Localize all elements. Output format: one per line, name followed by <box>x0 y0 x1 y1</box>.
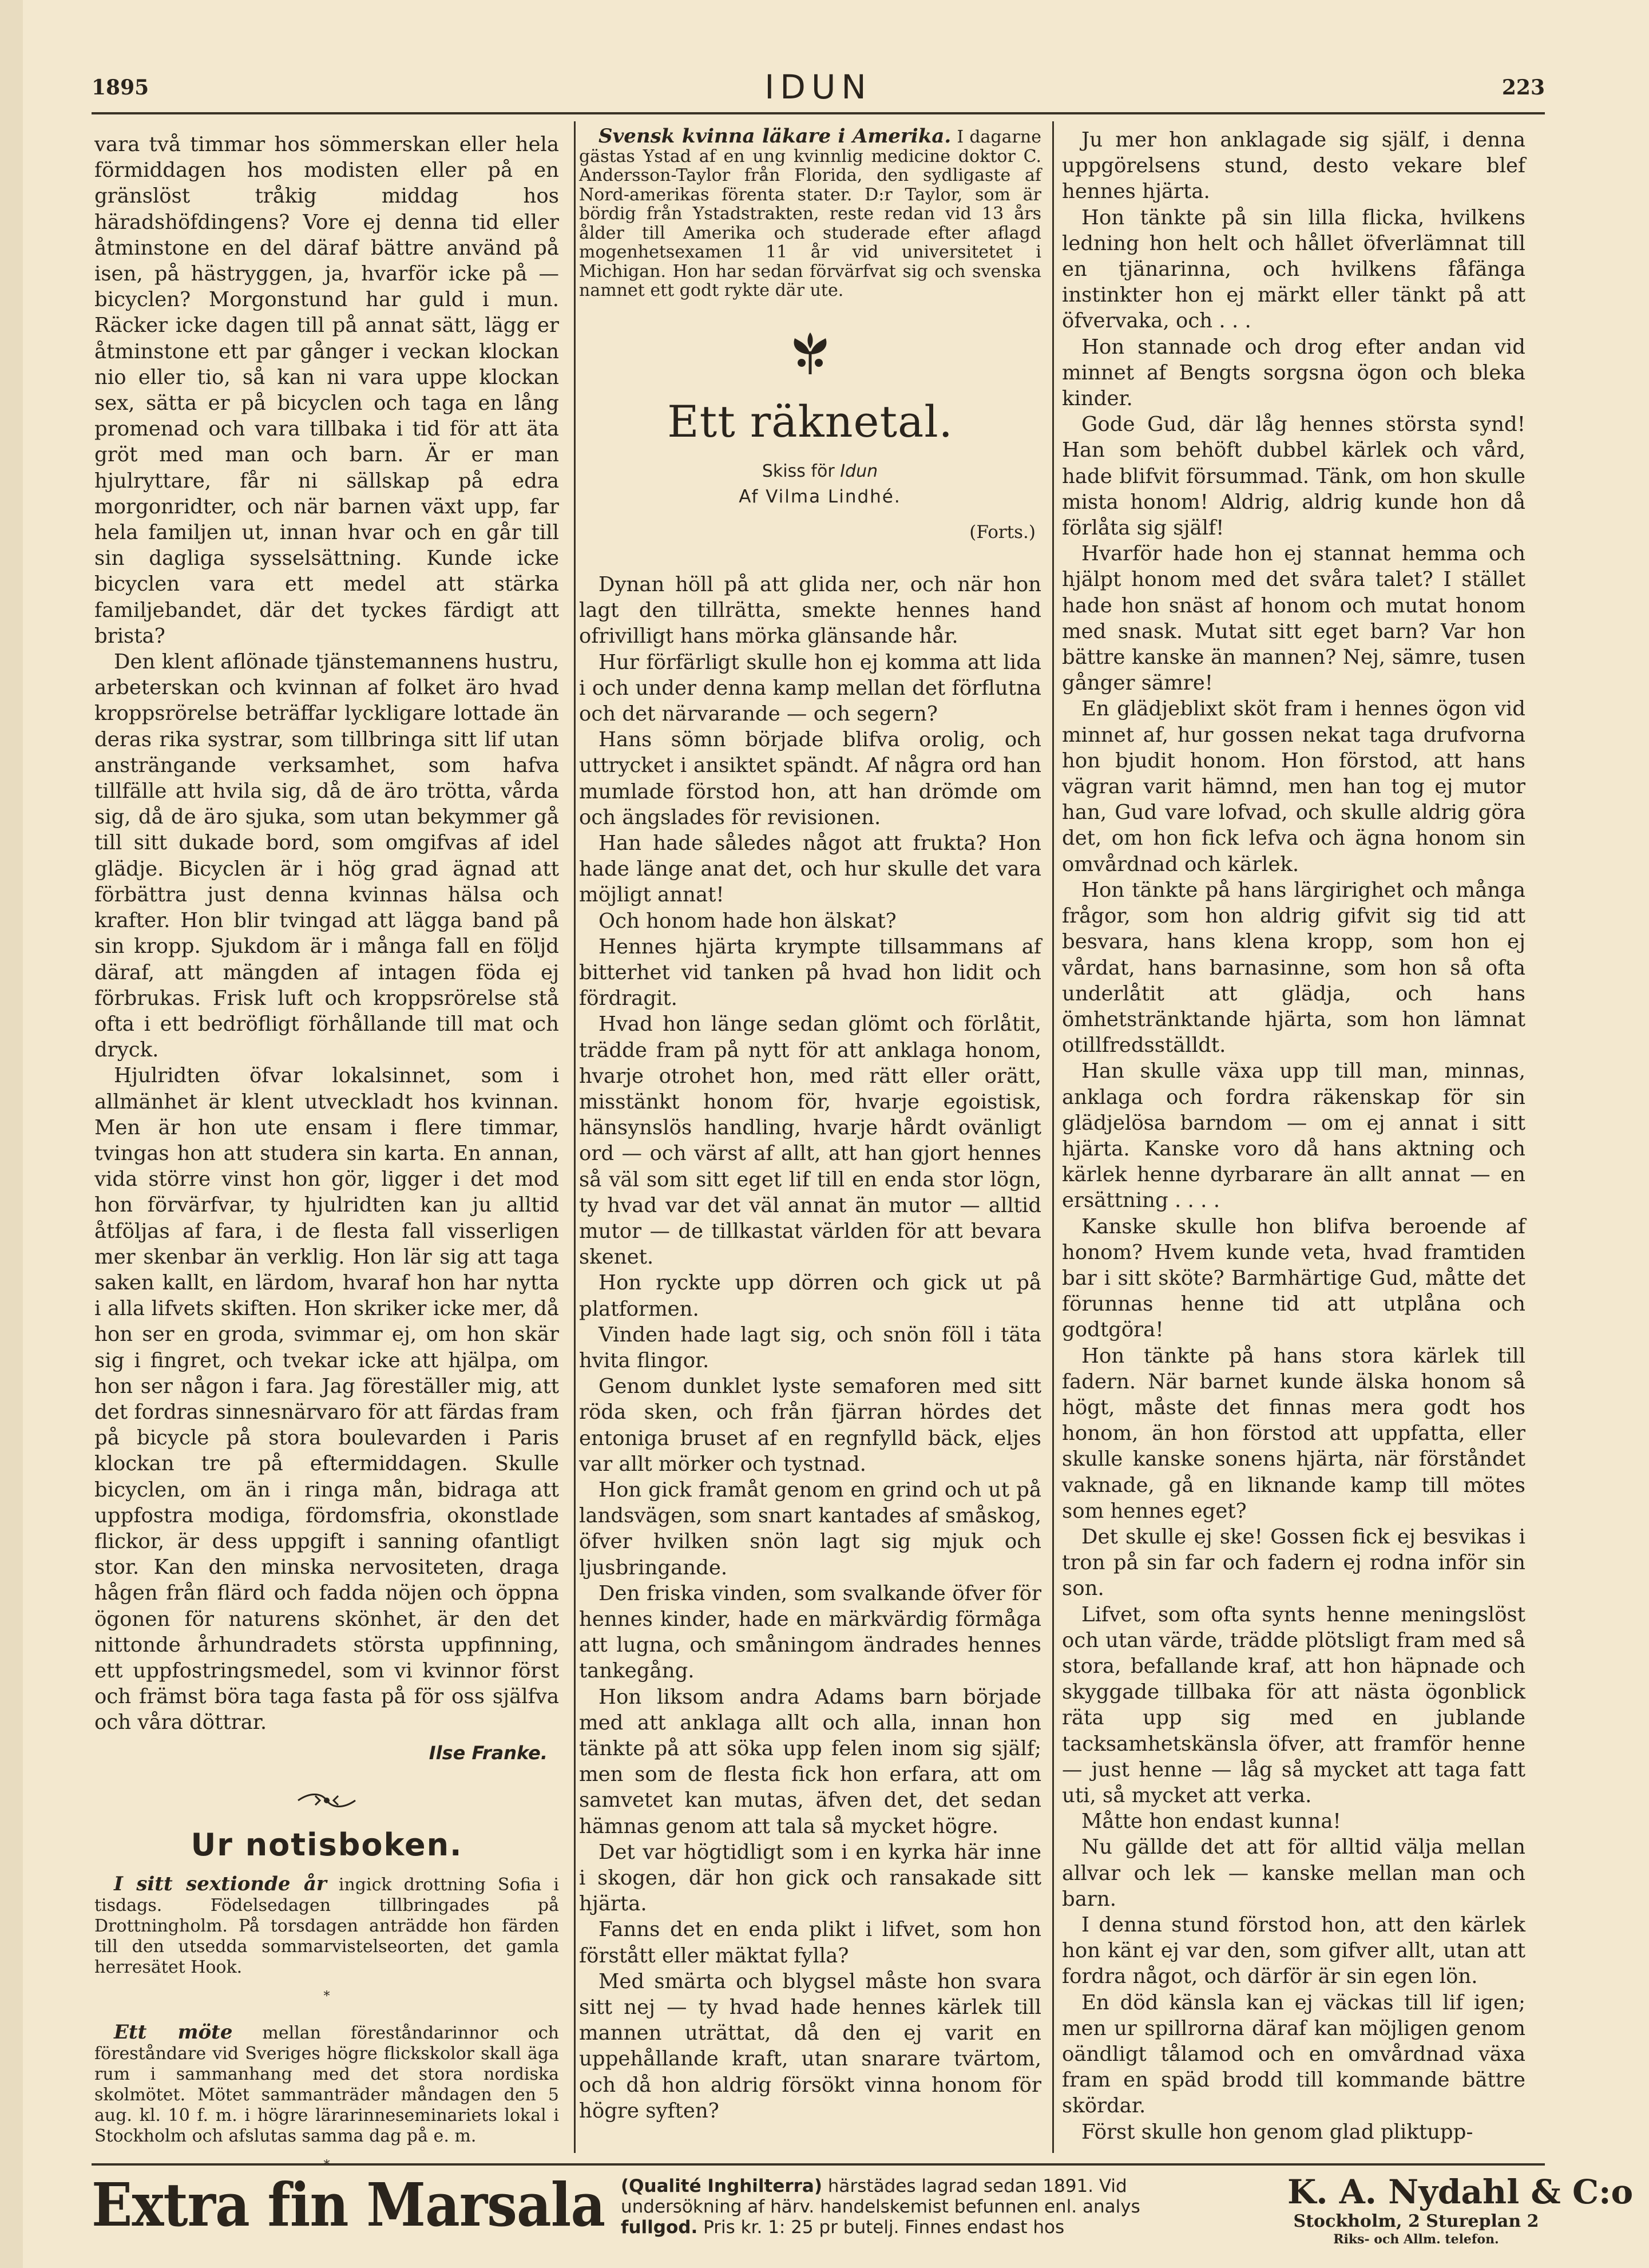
story-paragraph: Vinden hade lagt sig, och snön föll i täta hvita flingor. <box>579 1323 1041 1372</box>
news-lead: Svensk kvinna läkare i Amerika. <box>598 125 952 148</box>
notice-text: ingick drottning Sofia i tisdags. Födelsedagen tillbringades på Drottningholm. På torsdagen anträdde hon färden till den utsedda sommarvistelseorten, det gamla herresätet Hook. <box>94 1875 559 1978</box>
news-item <box>579 127 1041 300</box>
subtitle-journal: Idun <box>840 461 878 481</box>
story-paragraph: Hon tänkte på hans lärgirighet och många frågor, som hon aldrig gifvit sig tid att besvara, hans klena kropp, som hon ej vårdat, hans barnasinne, som hon så ofta underlåtit att glädja, och hans ömhetstränktande hjärta, som hon lämnat otillfredsställdt. <box>1062 878 1525 1058</box>
notice-text: mellan föreståndarinnor och föreståndare vid Sveriges högre flickskolor skall äga rum i sammanhang med det stora nordiska skolmötet. Mötet sammanträder måndagen den 5 aug. kl. 10 f. m. i högre lärarinneseminariets lokal i Stockholm och afslutas samma dag på e. m. <box>94 2023 559 2147</box>
advert-firm-name: K. A. Nydahl & C:o <box>1287 2172 1634 2211</box>
column-rule-2 <box>1052 121 1054 2153</box>
masthead-title: IDUN <box>764 68 872 106</box>
column-2 <box>579 127 1041 2124</box>
story-paragraph: Hennes hjärta krympte tillsammans af bitterhet vid tanken på hvad hon lidit och fördragit. <box>579 935 1041 1011</box>
column-3 <box>1062 127 1525 2145</box>
story-paragraph: Hvad hon länge sedan glömt och förlåtit, trädde fram på nytt för att anklaga honom, hvarje otrohet hon, med rätt eller orätt, misstänkt honom för, hvarje egoistisk, hänsynslös handling, hvarje hårdt ovänligt ord — och värst af allt, att han gjort hennes så väl som sitt eget lif till en enda stor lögn, ty hvad var det väl annat än mutor — alltid mutor — de tillkastat världen för att bevara skenet. <box>579 1012 1041 1269</box>
advert-line: undersökning af härv. handelskemist befunnen enl. analys <box>621 2196 1140 2217</box>
advert-line <box>621 2217 1273 2238</box>
story-paragraph: Genom dunklet lyste semaforen med sitt röda sken, och från fjärran hördes det entoniga bruset af en regnfylld bäck, eljes var allt mörker och tystnad. <box>579 1375 1041 1476</box>
advert-text: härstädes lagrad sedan 1891. Vid <box>822 2176 1127 2196</box>
story-paragraph: Dynan höll på att glida ner, och när hon lagt den tillrätta, smekte hennes hand ofrivilligt hans mörka glänsande hår. <box>579 572 1041 648</box>
story-paragraph: Hvarför hade hon ej stannat hemma och hjälpt honom med det svåra talet? I stället hade hon snäst af honom och mutat honom med snask. Mutat sitt eget barn? Var hon bättre kanske än mannen? Nej, sämre, tusen gånger sämre! <box>1062 542 1525 695</box>
story-paragraph: Ju mer hon anklagade sig själf, i denna uppgörelsens stund, desto vekare blef hennes hjärta. <box>1062 128 1525 204</box>
article-signature: Ilse Franke. <box>429 1741 548 1764</box>
story-paragraph: Nu gällde det att för alltid välja mellan allvar och lek — kanske mellan man och barn. <box>1062 1835 1525 1911</box>
news-text: I dagarne gästas Ystad af en ung kvinnlig medicine doktor C. Andersson-Taylor från Florida, den sydligaste af Nord-amerikas förenta stater. D:r Taylor, som är bördig från Ystadstrakten, reste redan vid 13 års ålder till Amerika och studerade efter aflagd mogenhetsexamen 11 år vid universitetet i Michigan. Hon har sedan förvärfvat sig och svenska namnet ett godt rykte där ute. <box>579 127 1041 300</box>
story-paragraph: Hon tänkte på hans stora kärlek till fadern. När barnet kunde älska honom så högt, måste det finnas mera godt hos honom, än hon förstod att uppfatta, eller skulle kanske sonens hjärta, när förståndet vaknade, gå en liknande kamp till mötes som hennes eget? <box>1062 1344 1525 1523</box>
header-year: 1895 <box>92 76 149 100</box>
advertisement <box>92 2170 1634 2247</box>
story-paragraph: Och honom hade hon älskat? <box>598 909 897 933</box>
column-1 <box>94 132 559 2191</box>
story-paragraph: Han hade således något att frukta? Hon hade länge anat det, och hur skulle det vara möjligt annat! <box>579 831 1041 907</box>
story-paragraph: Först skulle hon genom glad pliktupp- <box>1081 2120 1473 2144</box>
story-paragraph: Kanske skulle hon blifva beroende af honom? Hvem kunde veta, hvad framtiden bar i sitt sköte? Barmhärtige Gud, måtte det förunnas henne tid att utplåna och godtgöra! <box>1062 1214 1525 1342</box>
oak-leaf-icon <box>579 331 1041 383</box>
story-paragraph: Hon stannade och drog efter andan vid minnet af Bengts sorgsna ögon och bleka kinder. <box>1062 335 1525 411</box>
advert-line <box>621 2176 1273 2196</box>
continued-note: (Forts.) <box>969 521 1036 543</box>
story-paragraph: Hans sömn började blifva orolig, och uttrycket i ansiktet spändt. Af några ord han mumlade förstod hon, att han drömde om och ängslades för revisionen. <box>579 728 1041 829</box>
story-paragraph: En glädjeblixt sköt fram i hennes ögon vid minnet af, hur gossen nekat taga drufvorna hon bjudit honom. Hon förstod, att hans vägran varit hämnd, men han tog ej mutor han, Gud vare lofvad, och skulle aldrig göra det, om hon fick lefva och ägna honom sin omvårdnad och kärlek. <box>1062 697 1525 876</box>
ornament-icon <box>94 1790 559 1817</box>
notice-lead: Ett möte <box>114 2021 233 2044</box>
notice-item <box>94 2022 559 2147</box>
story-paragraph: Hon gick framåt genom en grind och ut på landsvägen, som snart kantades af småskog, öfver hvilken snön lagt sig mjuk och ljusbringande. <box>579 1478 1041 1580</box>
advert-text: Pris kr. 1: 25 pr butelj. Finnes endast hos <box>697 2217 1065 2238</box>
story-author: Af Vilma Lindhé. <box>739 486 901 507</box>
story-paragraph: Den friska vinden, som svalkande öfver för hennes kinder, hade en märkvärdig förmåga att lugna, och småningom ändrades hennes tankegång. <box>579 1581 1041 1683</box>
story-paragraph: Det skulle ej ske! Gossen fick ej besvikas i tron på sin far och fadern ej rodna inför sin son. <box>1062 1525 1525 1601</box>
advert-rule <box>92 2163 1545 2166</box>
advert-quality: (Qualité Inghilterra) <box>621 2176 823 2196</box>
story-title: Ett räknetal. <box>667 395 953 447</box>
page-header <box>92 68 1545 108</box>
separator-star: * <box>323 1989 330 2004</box>
notice-lead: I sitt sextionde år <box>114 1873 327 1896</box>
story-paragraph: Måtte hon endast kunna! <box>1081 1810 1341 1834</box>
story-paragraph: Hon liksom andra Adams barn började med att anklaga allt och alla, innan hon tänkte på att söka upp felen inom sig själf; men som de flesta fick hon erfara, att om samvetet kan mutas, äfven det, det sedan hämnas genom att tala så mycket högre. <box>579 1685 1041 1838</box>
story-paragraph: Lifvet, som ofta synts henne meningslöst och utan värde, trädde plötsligt fram med så stora, befallande kraf, att hon häpnade och skyggade tillbaka för att nästa ögonblick räta upp sig med en jublande tacksamhetskänsla öfver, att framför henne — just henne — låg så mycket att taga fatt uti, så mycket att verka. <box>1062 1602 1525 1807</box>
article-paragraph: Hjulridten öfvar lokalsinnet, som i allmänhet är klent utveckladt hos kvinnan. Men är hon ute ensam i flere timmar, tvingas hon att studera sin karta. En annan, vida större vinst hon gör, ligger i det mod hon förvärfvar, ty hjulridten kan ju alltid åtföljas af fara, i de flesta fall visserligen mer skenbar än verklig. Hon lär sig att taga saken kallt, en lärdom, hvaraf hon har nytta i alla lifvets skiften. Hon skriker icke mer, då hon ser en groda, svimmar ej, om hon skär sig i fingret, och tvekar icke att hjälpa, om hon ser någon i fara. Jag föreställer mig, att det fordras sinnesnärvaro för att färdas fram på bicycle på stora boulevarden i Paris klockan tre på eftermiddagen. Skulle bicyclen, om än i ringa mån, bidraga att uppfostra modiga, fördomsfria, okonstlade flickor, är dess uppgift i sanning ofantligt stor. Kan den minska nervositeten, draga hågen från flärd och fadda nöjen och öppna ögonen för naturens skönhet, är den det nittonde århundradets största uppfinning, ett uppfostringsmedel, som vi kvinnor först och främst böra taga fasta på för oss själfva och våra döttrar. <box>94 1064 559 1735</box>
story-paragraph: Fanns det en enda plikt i lifvet, som hon förstått eller mäktat fylla? <box>579 1918 1041 1968</box>
page-number: 223 <box>1501 76 1545 100</box>
story-paragraph: Hur förfärligt skulle hon ej komma att lida i och under denna kamp mellan det förflutna och det närvarande — och segern? <box>579 650 1041 726</box>
subtitle-prefix: Skiss för <box>762 461 841 481</box>
story-paragraph: I denna stund förstod hon, att den kärlek hon känt ej var den, som gifver allt, utan att fordra något, och därför är sin egen lön. <box>1062 1913 1525 1989</box>
advert-fullgod: fullgod. <box>621 2217 698 2238</box>
advert-telephone: Riks- och Allm. telefon. <box>1333 2232 1499 2247</box>
header-rule <box>92 112 1545 114</box>
article-paragraph: Den klent aflönade tjänstemannens hustru, arbeterskan och kvinnan af folket äro hvad kroppsrörelse beträffar lyckligare lottade än deras rika systrar, som tillbringa sitt lif utan ansträngande verksamhet, som hafva tillfälle att hvila sig, då de äro trötta, vårda sig, då de äro sjuka, som utan bekymmer gå till sitt dukade bord, som omgifvas af idel glädje. Bicyclen är i hög grad ägnad att förbättra just denna kvinnas hälsa och krafter. Hon blir tvingad att lägga band på sin kropp. Sjukdom är i många fall en följd däraf, att mängden af intagen föda ej förbrukas. Frisk luft och kroppsrörelse stå ofta i ett bedröfligt förhållande till mat och dryck. <box>94 650 559 1062</box>
advert-headline: Extra fin Marsala <box>92 2170 605 2240</box>
article-paragraph: vara två timmar hos sömmerskan eller hela förmiddagen hos modisten eller på en gränslöst tråkig middag hos häradshöfdingens? Vore ej denna tid eller åtminstone en del däraf bättre använd på isen, på hästryggen, ja, hvarför icke på — bicyclen? Morgonstund har guld i mun. Räcker icke dagen till på annat sätt, lägg er åtminstone ett par gånger i veckan klockan nio eller tio, så kan ni vara uppe klockan sex, sätta er på bicyclen och taga en lång promenad och vara tillbaka i tid för att äta gröt med man och barn. Är er man hjulryttare, får ni sällskap på edra morgonridter, och när barnen växt upp, far hela familjen ut, innan hvar och en går till sin dagliga sysselsättning. Kunde icke bicyclen vara ett medel att stärka familjebandet, där det tyckes färdigt att brista? <box>94 133 559 648</box>
story-paragraph: Det var högtidligt som i en kyrka här inne i skogen, där hon gick och ransakade sitt hjärta. <box>579 1840 1041 1916</box>
story-paragraph: Gode Gud, där låg hennes största synd! Han som behöft dubbel kärlek och vård, hade blifvit försummad. Tänk, om hon skulle mista honom! Aldrig, aldrig kunde hon då förlåta sig själf! <box>1062 413 1525 540</box>
advert-firm-block <box>1287 2172 1634 2247</box>
section-title: Ur notisboken. <box>191 1827 463 1863</box>
column-rule-1 <box>574 121 576 2153</box>
story-paragraph: Hon ryckte upp dörren och gick ut på platformen. <box>579 1271 1041 1321</box>
advert-address: Stockholm, 2 Stureplan 2 <box>1293 2211 1539 2231</box>
story-paragraph: Hon tänkte på sin lilla flicka, hvilkens ledning hon helt och hållet öfverlämnat till en tjänarinna, och hvilkens fåfänga instinkter hon ej märkt eller tänkt på att öfvervaka, och . . . <box>1062 205 1525 333</box>
page-edge <box>0 0 23 2268</box>
story-subtitle <box>579 459 1041 484</box>
notice-item <box>94 1874 559 1978</box>
advert-body <box>621 2176 1273 2238</box>
story-paragraph: Han skulle växa upp till man, minnas, anklaga och fordra räkenskap för sin glädjelösa barndom — om ej annat i sitt hjärta. Kanske voro då hans aktning och kärlek henne dyrbarare än allt annat — en ersättning . . . . <box>1062 1059 1525 1213</box>
story-paragraph: En död känsla kan ej väckas till lif igen; men ur spillrorna däraf kan möjligen genom oändligt tålamod och en omvårdnad växa fram en späd brodd till kommande bättre skördar. <box>1062 1990 1525 2118</box>
story-paragraph: Med smärta och blygsel måste hon svara sitt nej — ty hvad hade hennes kärlek till mannen uträttat, då den ej varit en uppehållande kraft, utan snarare tvärtom, och då hon aldrig försökt vinna honom för högre syften? <box>579 1969 1041 2123</box>
